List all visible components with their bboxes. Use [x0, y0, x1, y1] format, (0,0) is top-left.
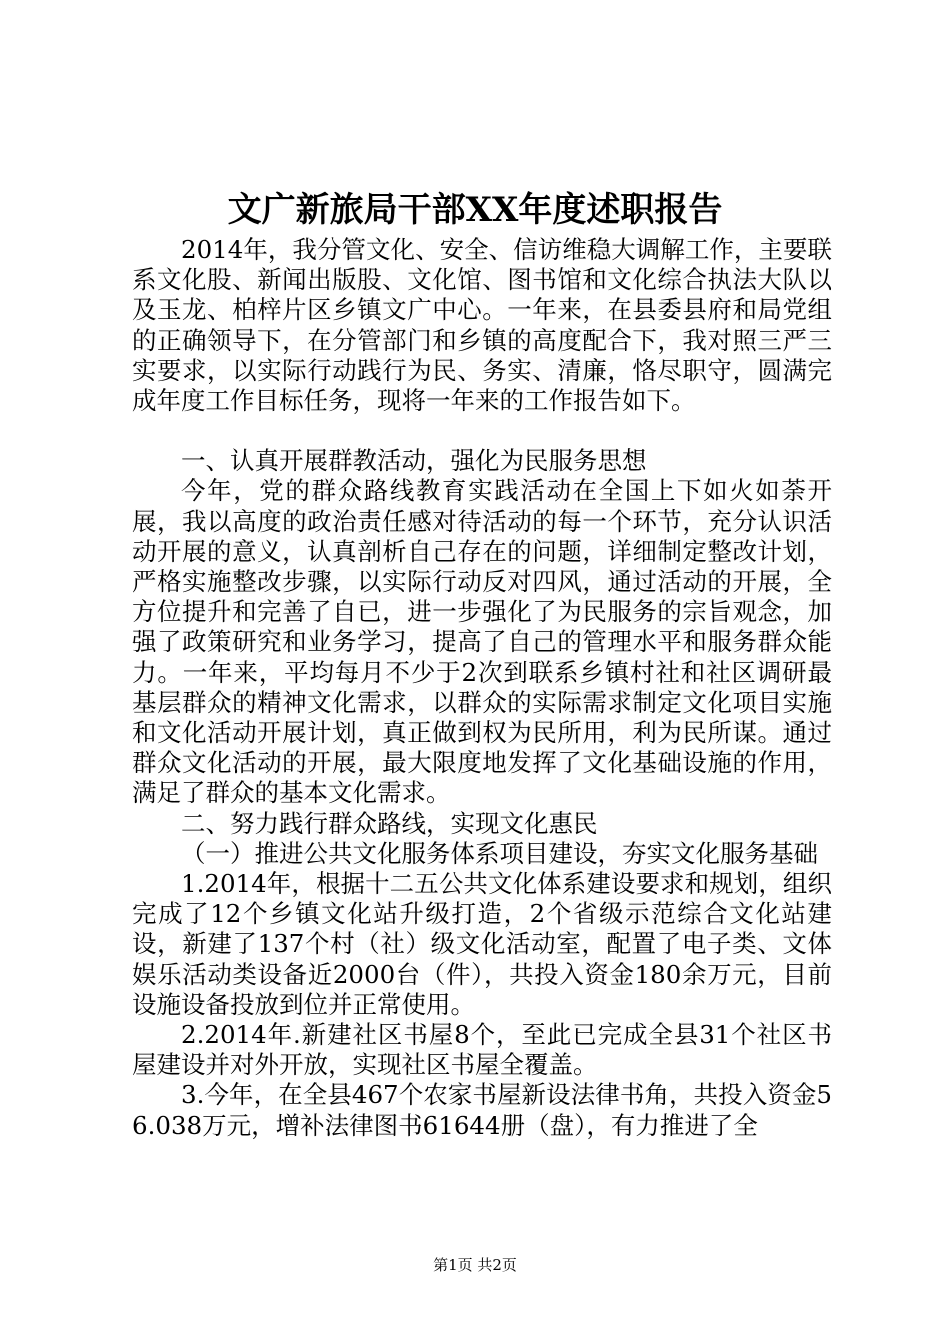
page-number: 第1页 共2页 — [433, 1256, 517, 1274]
section-1-paragraph: 今年，党的群众路线教育实践活动在全国上下如火如荼开展，我以高度的政治责任感对待活动的每一个环节，充分认识活动开展的意义，认真剖析自己存在的问题，详细制定整改计划，严格实施整改步骤，以实际行动反对四风，通过活动的开展，全方位提升和完善了自已，进一步强化了为民服务的宗旨观念，加强了政策研究和业务学习，提高了自己的管理水平和服务群众能力。一年来，平均每月不少于2次到联系乡镇村社和社区调研最基层群众的精神文化需求，以群众的实际需求制定文化项目实施和文化活动开展计划，真正做到权为民所用，利为民所谋。通过群众文化活动的开展，最大限度地发挥了文化基础设施的作用，满足了群众的基本文化需求。 — [132, 476, 832, 808]
document-title: 文广新旅局干部XX年度述职报告 — [227, 190, 723, 230]
intro-paragraph: 2014年，我分管文化、安全、信访维稳大调解工作，主要联系文化股、新闻出版股、文化馆、图书馆和文化综合执法大队以及玉龙、柏梓片区乡镇文广中心。一年来，在县委县府和局党组的正确领导下，在分管部门和乡镇的高度配合下，我对照三严三实要求，以实际行动践行为民、务实、清廉，恪尽职守，圆满完成年度工作目标任务，现将一年来的工作报告如下。 — [132, 235, 832, 416]
section-heading-2: 二、努力践行群众路线，实现文化惠民 — [181, 808, 598, 838]
document-body — [132, 235, 832, 1141]
subsection-heading-1: （一）推进公共文化服务体系项目建设，夯实文化服务基础 — [181, 838, 818, 868]
item-1-paragraph: 1.2014年，根据十二五公共文化体系建设要求和规划，组织完成了12个乡镇文化站升级打造，2个省级示范综合文化站建设，新建了137个村（社）级文化活动室，配置了电子类、文体娱乐活动类设备近2000台（件），共投入资金180余万元，目前设施设备投放到位并正常使用。 — [132, 869, 832, 1019]
item-2-paragraph: 2.2014年.新建社区书屋8个，至此已完成全县31个社区书屋建设并对外开放，实现社区书屋全覆盖。 — [132, 1020, 832, 1080]
item-3-paragraph: 3.今年，在全县467个农家书屋新设法律书角，共投入资金56.038万元，增补法律图书61644册（盘），有力推进了全 — [132, 1080, 832, 1140]
section-heading-1: 一、认真开展群教活动，强化为民服务思想 — [181, 446, 647, 476]
